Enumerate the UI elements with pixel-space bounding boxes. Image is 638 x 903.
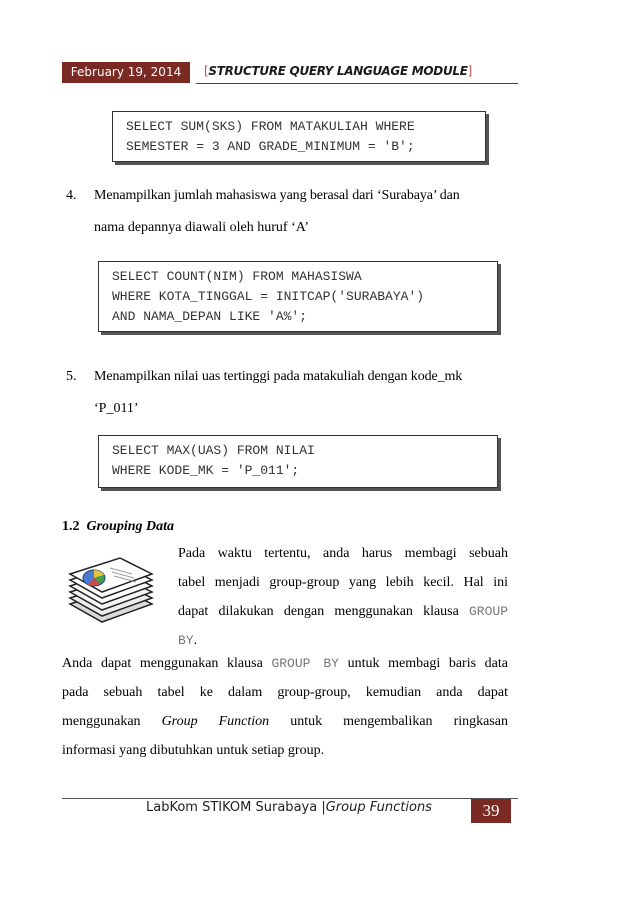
paragraph-2 [62,649,508,765]
section-number: 1.2 [62,519,80,534]
paragraph-text: untuk membagi baris data [347,656,508,671]
module-title-text: STRUCTURE QUERY LANGUAGE MODULE [208,64,468,78]
item-text-4 [94,181,512,242]
module-title [204,64,472,78]
keyword-by: BY [178,633,194,648]
code-block-sum [112,111,486,162]
paragraph-text: Anda dapat menggunakan klausa [62,656,263,671]
code-line: SELECT MAX(UAS) FROM NILAI [112,443,315,458]
code-line: SELECT SUM(SKS) FROM MATAKULIAH WHERE [126,119,415,134]
paragraph-1 [178,539,508,655]
footer-lab: LabKom STIKOM Surabaya | [146,800,326,815]
keyword-group-by: GROUP BY [271,656,339,671]
emphasis: Group Function [161,714,270,729]
item-line: ‘P_011’ [94,401,139,416]
paragraph-line [62,649,508,678]
paragraph-line: Pada waktu tertentu, anda harus membagi sebuah [178,546,508,561]
code-line: SEMESTER = 3 AND GRADE_MINIMUM = 'B'; [126,139,415,154]
bracket-open: [ [204,64,209,78]
footer-divider [62,798,518,799]
section-title: Grouping Data [86,519,175,534]
code-line: AND NAMA_DEPAN LIKE 'A%'; [112,309,308,324]
item-number-5: 5. [66,369,77,384]
code-line: SELECT COUNT(NIM) FROM MAHASISWA [112,269,362,284]
item-text-5 [94,362,512,423]
page-number: 39 [471,799,511,823]
header-date: February 19, 2014 [62,62,190,83]
keyword-group: GROUP [469,604,509,619]
footer-text [146,800,432,815]
item-line: nama depannya diawali oleh huruf ‘A’ [94,220,309,235]
paragraph-line [178,597,508,626]
item-line: Menampilkan jumlah mahasiswa yang berasal dari ‘Surabaya’ dan [94,188,460,203]
paragraph-line: informasi yang dibutuhkan untuk setiap group. [62,743,325,758]
code-block-count [98,261,498,332]
header-divider [196,83,518,84]
item-line: Menampilkan nilai uas tertinggi pada matakuliah dengan kode_mk [94,369,463,384]
bracket-close: ] [467,64,473,78]
period: . [193,633,198,648]
footer-topic: Group Functions [325,800,432,815]
paragraph-text: untuk mengembalikan ringkasan [290,714,509,729]
paragraph-line: pada sebuah tabel ke dalam group-group, kemudian anda dapat [62,685,508,700]
code-block-max [98,435,498,488]
paragraph-text: menggunakan [62,714,141,729]
code-line: WHERE KODE_MK = 'P_011'; [112,463,300,478]
paragraph-text: dapat dilakukan dengan menggunakan klausa [178,604,459,619]
code-line: WHERE KOTA_TINGGAL = INITCAP('SURABAYA') [112,289,425,304]
paragraph-line: tabel menjadi group-group yang lebih kecil. Hal ini [178,575,508,590]
item-number-4: 4. [66,188,77,203]
section-heading [62,519,174,535]
paragraph-line [62,707,508,736]
report-stack-icon [62,552,158,632]
